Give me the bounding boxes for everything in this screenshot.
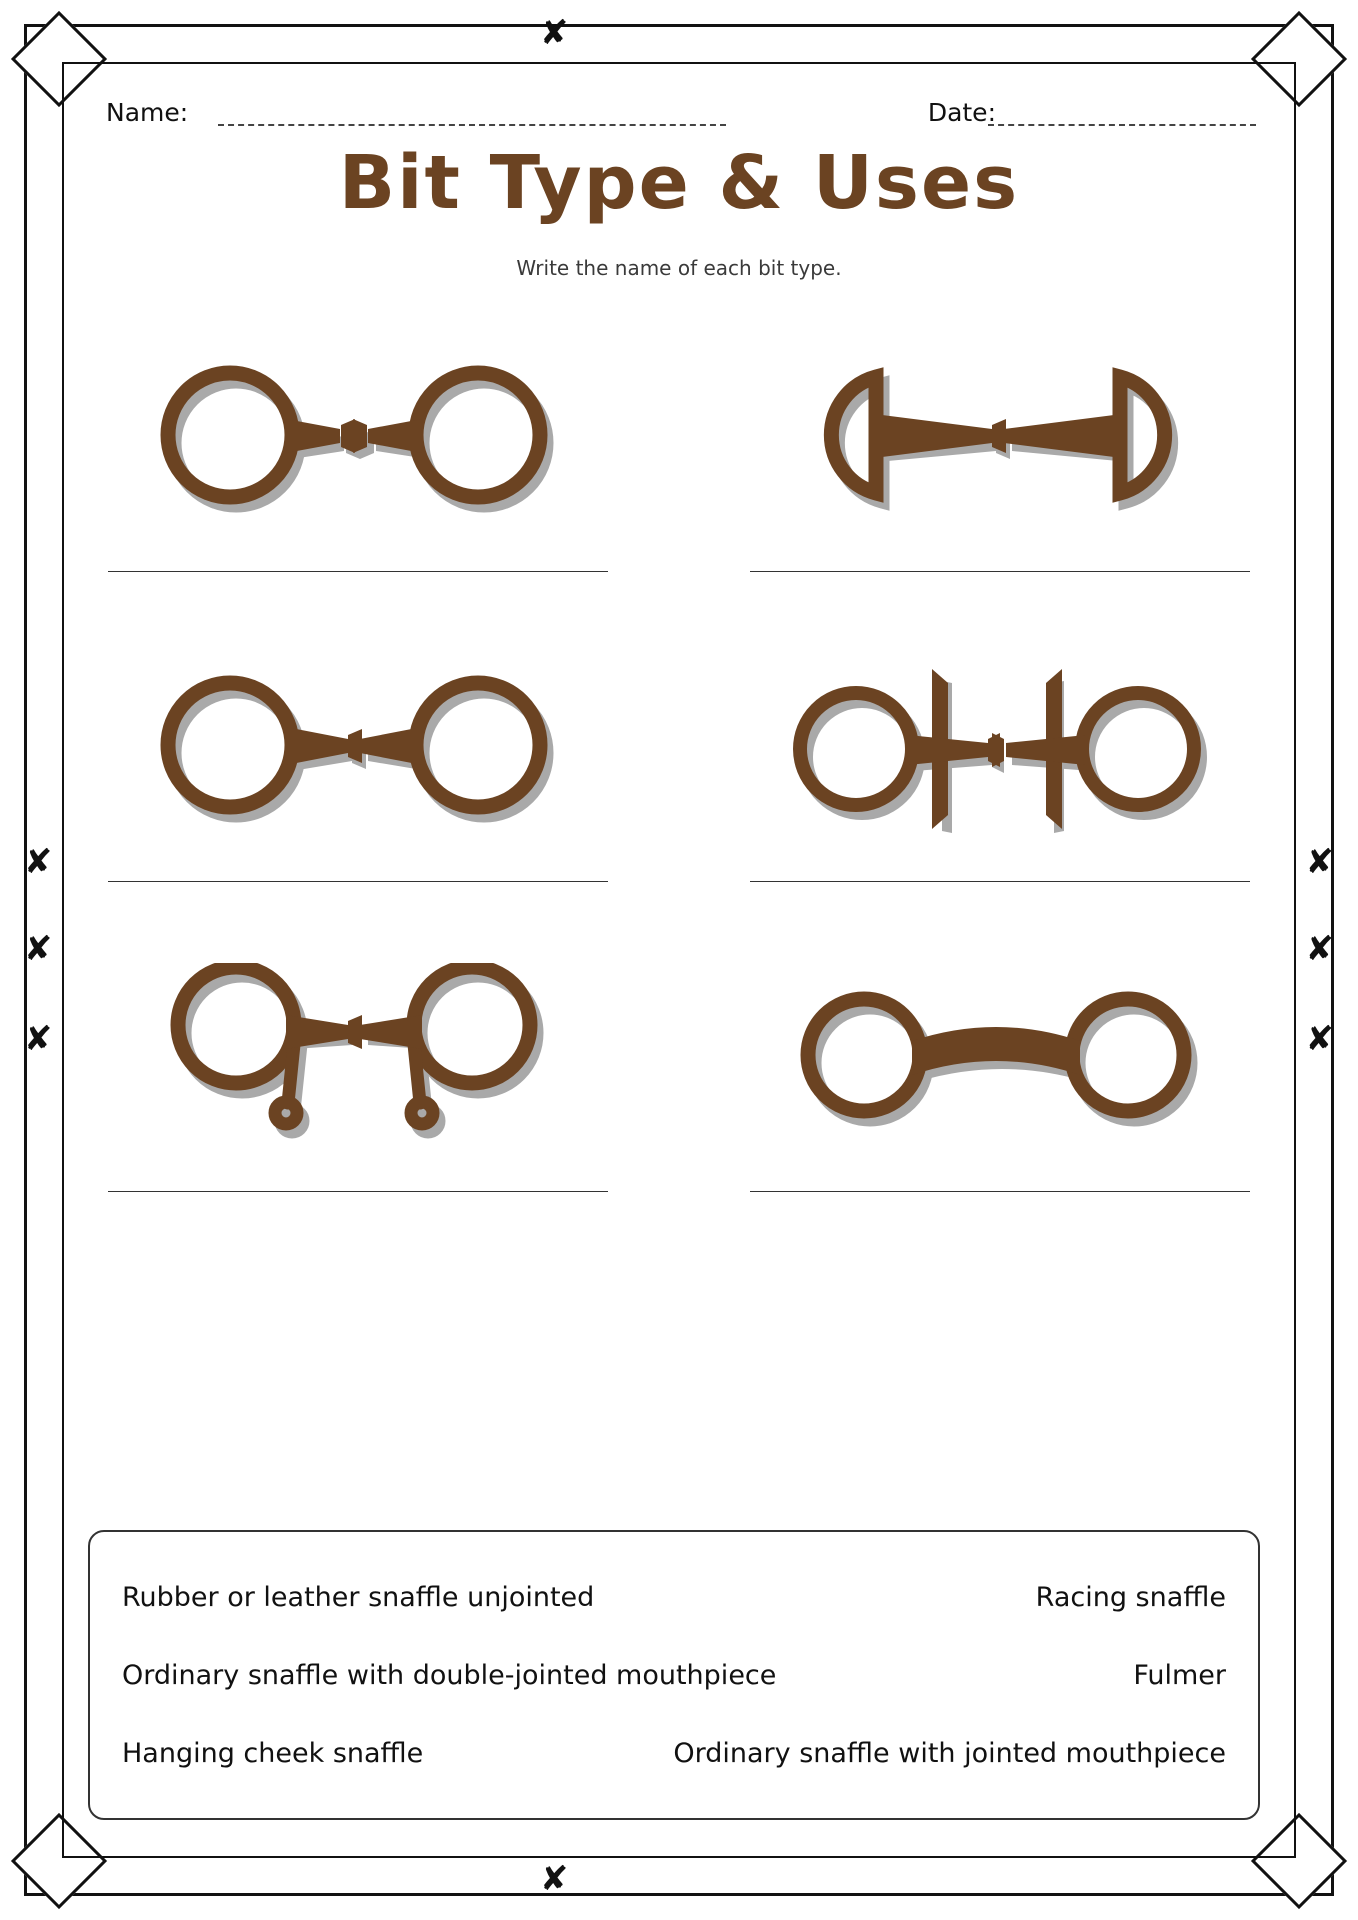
word-bank-row-2: [122, 1636, 1226, 1714]
x-icon-top-center: ✘: [540, 13, 569, 53]
question-row-2: [108, 650, 1250, 882]
bit-rubber-leather-unjointed-icon: [750, 960, 1250, 1165]
x-icon-right-2: ✘: [1305, 929, 1334, 969]
x-icon-right-1: ✘: [1305, 842, 1334, 882]
date-input-line[interactable]: [988, 124, 1256, 126]
header-fields: [100, 98, 1258, 132]
question-cell-5: [108, 960, 608, 1192]
question-cell-4: [750, 650, 1250, 882]
bit-double-jointed-loose-ring-icon: [108, 340, 608, 545]
x-icon-bottom-center: ✘: [540, 1859, 569, 1899]
name-input-line[interactable]: [218, 124, 726, 126]
x-icon-left-2: ✘: [24, 929, 53, 969]
word-bank-row-3: [122, 1714, 1226, 1792]
x-icon-right-3: ✘: [1305, 1019, 1334, 1059]
date-label: Date:: [927, 98, 996, 127]
answer-line-4[interactable]: [750, 881, 1250, 882]
word-bank-option-double-jointed[interactable]: Ordinary snaffle with double-jointed mouthpiece: [122, 1659, 777, 1691]
questions-grid: [108, 340, 1250, 1192]
question-cell-3: [108, 650, 608, 882]
word-bank-option-jointed-mouthpiece[interactable]: Ordinary snaffle with jointed mouthpiece: [673, 1737, 1226, 1769]
x-icon-left-3: ✘: [24, 1019, 53, 1059]
word-bank-option-hanging-cheek[interactable]: Hanging cheek snaffle: [122, 1737, 424, 1769]
question-cell-2: [750, 340, 1250, 572]
page-subtitle: Write the name of each bit type.: [516, 256, 842, 280]
x-icon-left-1: ✘: [24, 842, 53, 882]
bit-racing-snaffle-d-ring-icon: [750, 340, 1250, 545]
question-row-3: [108, 960, 1250, 1192]
answer-line-6[interactable]: [750, 1191, 1250, 1192]
page-title: Bit Type & Uses: [338, 140, 1020, 226]
answer-line-1[interactable]: [108, 571, 608, 572]
word-bank: [88, 1530, 1260, 1820]
bit-jointed-loose-ring-snaffle-icon: [108, 650, 608, 855]
answer-line-5[interactable]: [108, 1191, 608, 1192]
name-label: Name:: [106, 98, 189, 127]
answer-line-2[interactable]: [750, 571, 1250, 572]
word-bank-row-1: [122, 1558, 1226, 1636]
bit-hanging-cheek-snaffle-icon: [108, 960, 608, 1165]
word-bank-option-fulmer[interactable]: Fulmer: [1133, 1659, 1226, 1691]
question-cell-6: [750, 960, 1250, 1192]
question-cell-1: [108, 340, 608, 572]
word-bank-option-rubber-leather[interactable]: Rubber or leather snaffle unjointed: [122, 1581, 595, 1613]
bit-fulmer-full-cheek-icon: [750, 650, 1250, 855]
question-row-1: [108, 340, 1250, 572]
word-bank-option-racing-snaffle[interactable]: Racing snaffle: [1035, 1581, 1226, 1613]
answer-line-3[interactable]: [108, 881, 608, 882]
